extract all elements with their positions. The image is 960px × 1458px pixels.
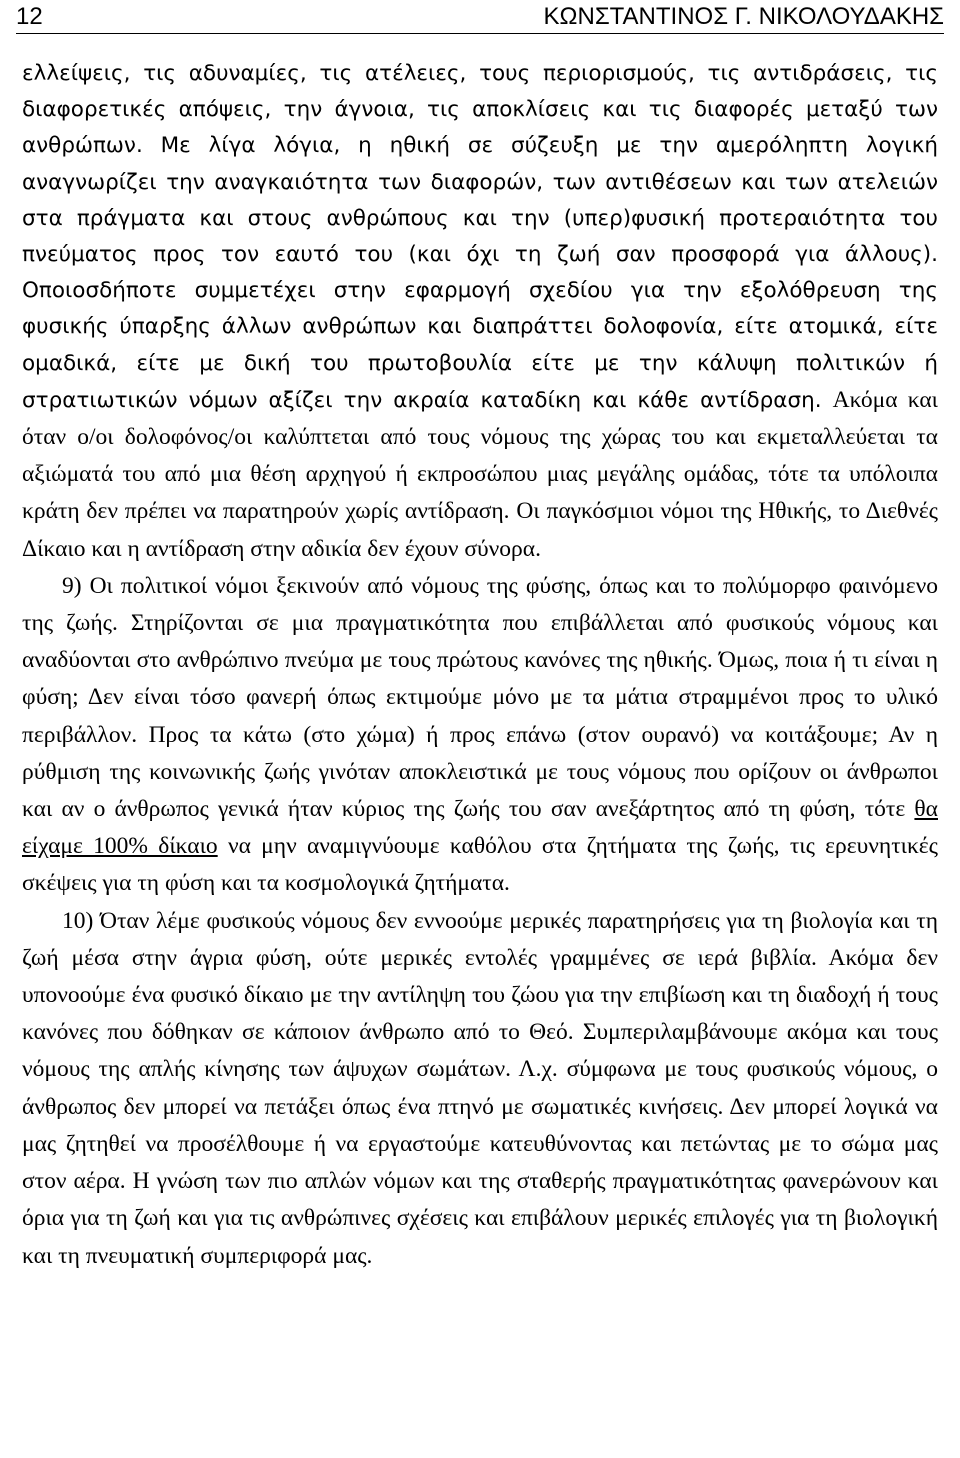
paragraph-1-run-1: ελλείψεις, τις αδυναμίες, τις ατέλειες, τους περιορισμούς, τις αντιδράσεις, τις διαφορετικές απόψεις, την άγνοια, τις αποκλίσεις και τις διαφορές μεταξύ των ανθρώπων. Με λίγα λόγια, η ηθική σε σύζευξη με την αμερόληπτη λογική αναγνωρίζει την αναγκαιότητα των διαφορών, των αντιθέσεων και των ατελειών στα πράγματα και στους ανθρώπους και την (υπερ)φυσική προτεραιότητα του πνεύματος προς τον εαυτό του (και όχι τη ζωή σαν προσφορά για άλλους). Οποιοσδήποτε συμμετέχει στην εφαρμογή σχεδίου για την εξολόθρευση της φυσικής ύπαρξης άλλων ανθρώπων και διαπράττει δολοφονία, είτε ατομικά, είτε ομαδικά, είτε με δική του πρωτοβουλία είτε με την κάλυψη πολιτικών ή στρατιωτικών νόμων αξίζει την ακραία καταδίκη και κάθε αντίδραση. bbox=[22, 61, 938, 413]
paragraph-1-run-2: Ακόμα και όταν ο/οι δολοφόνος/οι καλύπτεται από τους νόμους της χώρας του και εκμεταλλεύεται τα αξιώματά του από μια θέση αρχηγού ή εκπροσώπου μιας μεγάλης ομάδας, τότε τα υπόλοιπα κράτη δεν πρέπει να παρατηρούν χωρίς αντίδραση. Οι παγκόσμιοι νόμοι της Ηθικής, το Διεθνές Δίκαιο και η αντίδραση στην αδικία δεν έχουν σύνορα. bbox=[22, 386, 938, 562]
header-rule bbox=[16, 33, 944, 34]
page-header bbox=[16, 0, 944, 36]
paragraph-9-run-3: να μην αναμιγνύουμε καθόλου στα ζητήματα της ζωής, τις ερευνητικές σκέψεις για τη φύση και τα κοσμολογικά ζητήματα. bbox=[22, 833, 938, 897]
paragraph-10 bbox=[22, 903, 938, 1275]
paragraph-9 bbox=[22, 568, 938, 903]
running-title: ΚΩΝΣΤΑΝΤΙΝΟΣ Γ. ΝΙΚΟΛΟΥΔΑΚΗΣ bbox=[543, 3, 944, 30]
page-number: 12 bbox=[16, 3, 43, 30]
body-text bbox=[22, 56, 938, 1275]
paragraph-9-run-1: 9) Οι πολιτικοί νόμοι ξεκινούν από νόμους της φύσης, όπως και το πολύμορφο φαινόμενο της ζωής. Στηρίζονται σε μια πραγματικότητα που επιβάλλεται από φυσικούς νόμους και αναδύονται στο ανθρώπινο πνεύμα με τους πρώτους κανόνες της ηθικής. Όμως, ποια ή τι είναι η φύση; Δεν είναι τόσο φανερή όπως εκτιμούμε μόνο με τα μάτια στραμμένοι προς το υλικό περιβάλλον. Προς τα κάτω (στο χώμα) ή προς επάνω (στον ουρανό) να κοιτάξουμε; Αν η ρύθμιση της κοινωνικής ζωής γινόταν αποκλειστικά με τους νόμους που ορίζουν οι άνθρωποι και αν ο άνθρωπος γενικά ήταν κύριος της ζωής του σαν ανεξάρτητος από τη φύση, τότε bbox=[22, 572, 938, 823]
paragraph-9-underlined-phrase: θα είχαμε 100% δίκαιο bbox=[22, 796, 938, 860]
paragraph-1 bbox=[22, 56, 938, 568]
paragraph-10-run-1: 10) Όταν λέμε φυσικούς νόμους δεν εννοούμε μερικές παρατηρήσεις για τη βιολογία και τη ζωή μέσα στην άγρια φύση, ούτε μερικές εντολές γραμμένες σε ιερά βιβλία. Ακόμα δεν υπονοούμε ένα φυσικό δίκαιο με την αντίληψη του ζώου για την επιβίωση και τη διαδοχή ή τους κανόνες που δόθηκαν σε κάποιον άνθρωπο από το Θεό. Συμπεριλαμβάνουμε ακόμα και τους νόμους της απλής κίνησης των άψυχων σωμάτων. Λ.χ. σύμφωνα με τους φυσικούς νόμους, ο άνθρωπος δεν μπορεί να πετάξει όπως ένα πτηνό με σωματικές κινήσεις. Δεν μπορεί λογικά να μας ζητηθεί να προσέλθουμε ή να εργαστούμε κατευθύνοντας και πετώντας με το σώμα μας στον αέρα. Η γνώση των πιο απλών νόμων και της σταθερής πραγματικότητας φανερώνουν και όρια για τη ζωή και για τις ανθρώπινες σχέσεις και επιβάλουν μερικές επιλογές για τη βιολογική και τη πνευματική συμπεριφορά μας. bbox=[22, 907, 938, 1269]
